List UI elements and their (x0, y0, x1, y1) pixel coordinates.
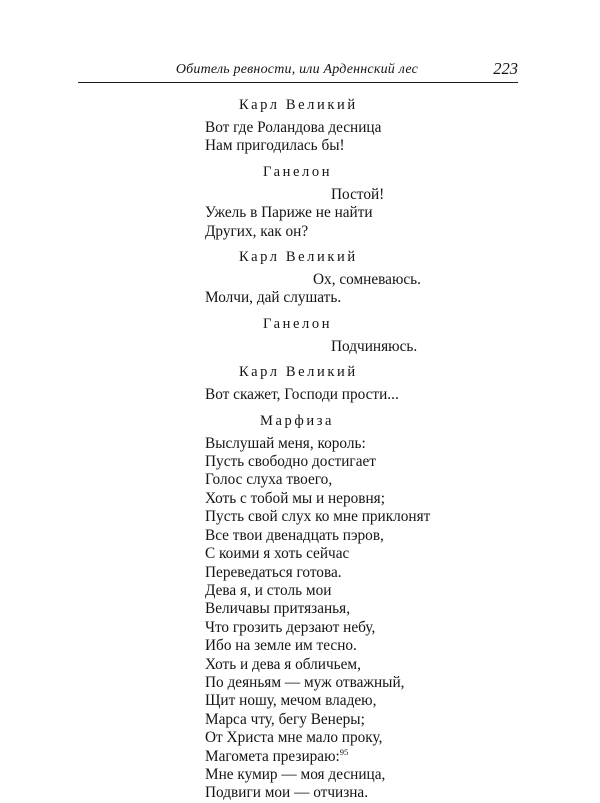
verse-line: Подчиняюсь. (331, 337, 418, 355)
verse-line: Ох, сомневаюсь. (313, 271, 421, 289)
verse-line: Переведаться готова. (205, 563, 342, 581)
verse-line: Хоть и дева я обличьем, (205, 655, 361, 673)
verse-line: Пусть свободно достигает (205, 453, 376, 471)
verse-line: Все твои двенадцать пэров, (205, 526, 384, 544)
verse-line: Выслушай меня, король: (205, 434, 366, 452)
verse-line: Что грозить дерзают небу, (205, 618, 376, 636)
speaker-name: Карл Великий (239, 249, 358, 266)
verse-line: Постой! (331, 185, 385, 203)
verse-line: Вот где Роландова десница (205, 119, 382, 136)
verse-line-text: Магомета презираю: (205, 747, 340, 765)
verse-line: Щит ношу, мечом владею, (205, 692, 377, 710)
verse-line: Величавы притязанья, (205, 600, 351, 618)
running-title: Обитель ревности, или Арденнский лес (175, 62, 418, 77)
verse-text (205, 96, 535, 803)
running-header (78, 58, 518, 83)
verse-line: Вот скажет, Господи прости... (205, 386, 399, 404)
verse-line: Голос слуха твоего, (205, 471, 333, 489)
verse-line: От Христа мне мало проку, (205, 729, 383, 747)
verse-line: Других, как он? (205, 222, 309, 240)
footnote-reference: 95 (339, 746, 349, 757)
speaker-name: Марфиза (260, 412, 335, 429)
verse-line: Мне кумир — моя десница, (205, 765, 386, 783)
verse-line: Марса чту, бегу Венеры; (205, 710, 365, 728)
verse-line (205, 748, 535, 766)
verse-line: С коими я хоть сейчас (205, 545, 350, 563)
verse-line: Ибо на земле им тесно. (205, 637, 357, 655)
speaker-name: Карл Великий (239, 97, 358, 113)
verse-line: Ужель в Париже не найти (205, 204, 373, 222)
verse-line: По деяньям — муж отважный, (205, 673, 405, 691)
speaker-name: Ганелон (263, 315, 333, 332)
verse-line: Дева я, и столь мои (205, 581, 332, 599)
speaker-name: Карл Великий (239, 364, 358, 381)
page-number: 223 (493, 59, 518, 78)
verse-line: Подвиги мои — отчизна. (205, 784, 369, 802)
speaker-name: Ганелон (263, 163, 333, 180)
verse-line: Пусть свой слух ко мне приклонят (205, 508, 431, 526)
verse-line: Хоть с тобой мы и неровня; (205, 489, 385, 507)
verse-line: Нам пригодилась бы! (205, 137, 345, 155)
verse-line: Молчи, дай слушать. (205, 289, 342, 307)
